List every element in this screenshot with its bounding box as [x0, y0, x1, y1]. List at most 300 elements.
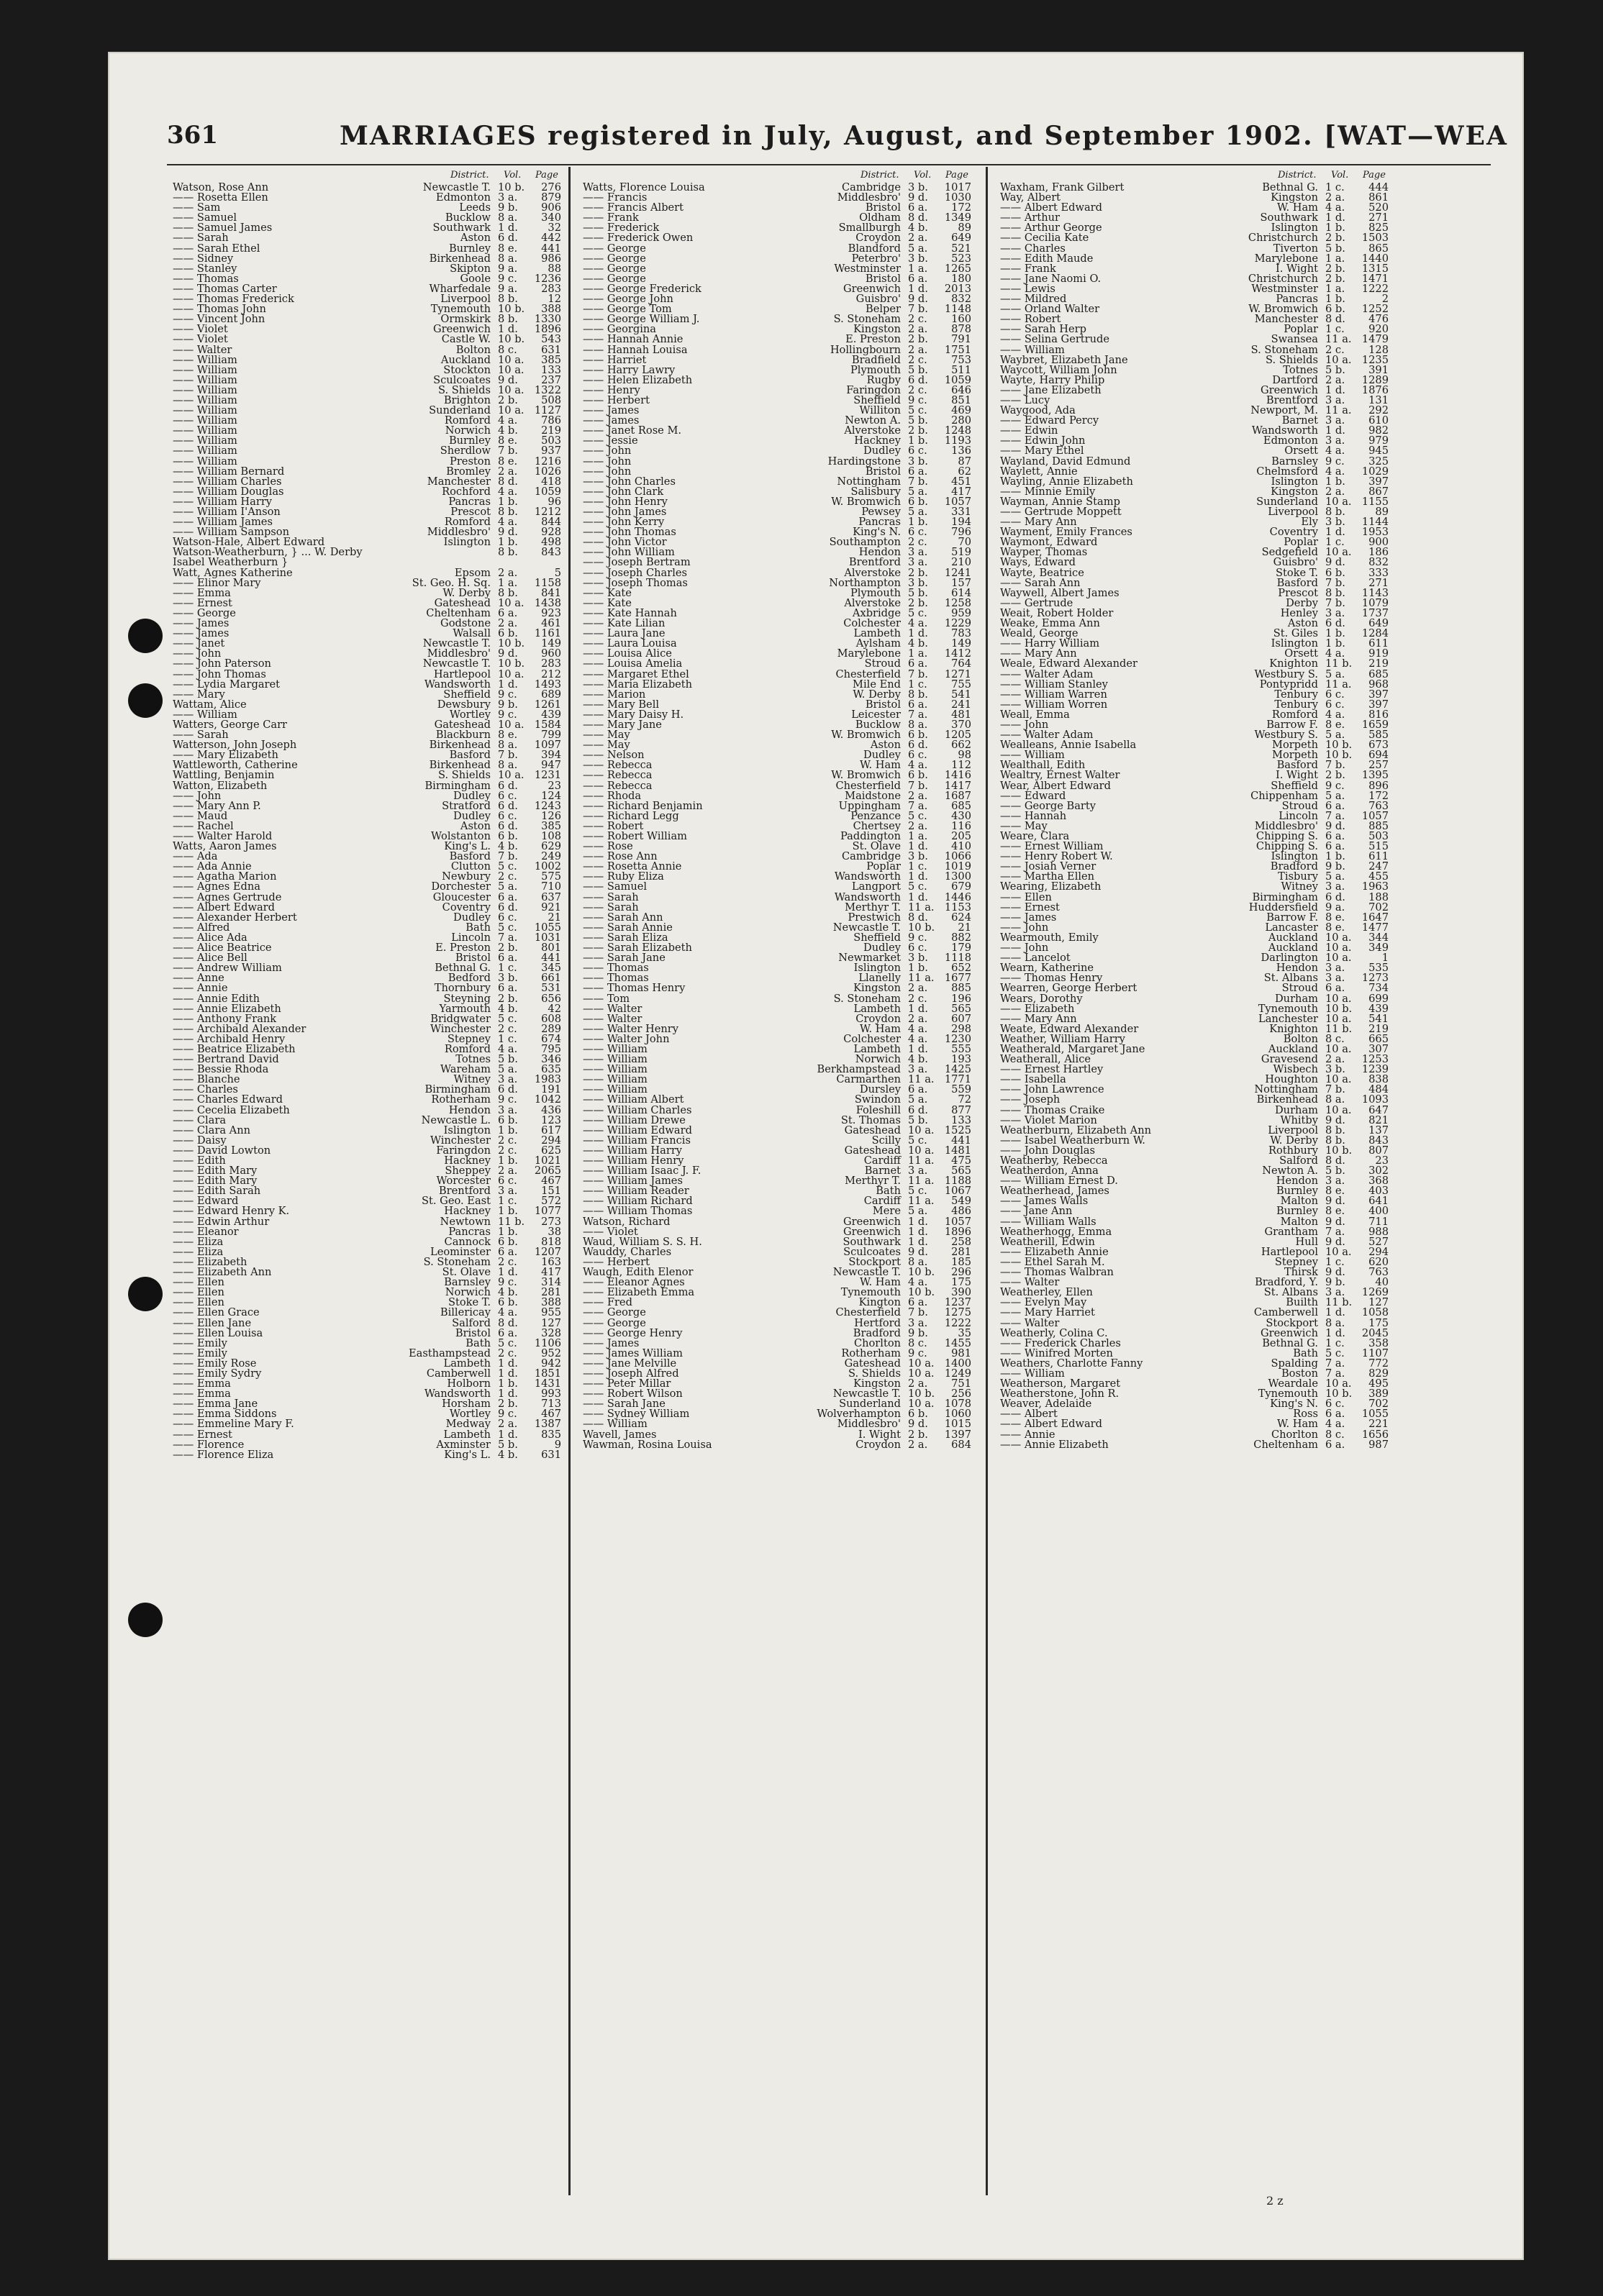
entry-district: Manchester — [427, 476, 491, 487]
register-entry — [1000, 1196, 1389, 1206]
entry-page: 194 — [951, 517, 971, 528]
entry-page: 608 — [541, 1013, 561, 1024]
entry-vol: 1 d. — [498, 324, 518, 335]
entry-name: —— Annie Elizabeth — [173, 1003, 281, 1014]
entry-name: —— George — [583, 263, 646, 274]
entry-vol: 1 d. — [908, 1226, 928, 1237]
entry-district: Bolton — [1283, 1034, 1318, 1044]
entry-district: Dudley — [863, 943, 901, 954]
entry-name: —— Charles — [173, 1085, 238, 1095]
entry-district: Sunderland — [839, 1399, 901, 1410]
entry-page: 656 — [541, 993, 561, 1004]
register-entry — [1000, 436, 1389, 446]
entry-district: Lambeth — [853, 1044, 901, 1055]
entry-name: —— Thomas Carter — [173, 283, 277, 295]
entry-district: Morpeth — [1272, 750, 1318, 761]
entry-vol: 8 e. — [1325, 922, 1345, 933]
register-entry — [1000, 324, 1389, 334]
entry-page: 882 — [951, 932, 971, 944]
register-entry — [583, 913, 971, 923]
entry-vol: 4 a. — [498, 1308, 518, 1318]
entry-name: —— Anne — [173, 973, 224, 984]
entry-district: Liverpool — [1268, 1125, 1318, 1136]
register-entry — [173, 1440, 561, 1450]
entry-page: 391 — [1368, 365, 1389, 375]
register-entry — [583, 1227, 971, 1237]
entry-page: 1077 — [534, 1206, 561, 1217]
entry-vol: 2 c. — [908, 537, 927, 548]
entry-vol: 5 b. — [1325, 365, 1345, 375]
entry-name: Watters, George Carr — [173, 719, 288, 731]
entry-district: Westminster — [834, 263, 901, 274]
entry-district: King's L. — [444, 842, 491, 852]
entry-vol: 6 c. — [498, 811, 517, 821]
entry-district: Builth — [1286, 1298, 1318, 1308]
register-entry — [583, 557, 971, 568]
entry-district: Rugby — [866, 375, 901, 386]
entry-vol: 4 a. — [1325, 203, 1345, 214]
register-entry — [583, 487, 971, 497]
entry-page: 1057 — [944, 1216, 971, 1227]
entry-district: Birmingham — [424, 1085, 491, 1095]
entry-name: Weatherley, Ellen — [1000, 1288, 1093, 1298]
entry-page: 2065 — [534, 1166, 561, 1177]
entry-page: 1066 — [944, 852, 971, 862]
entry-page: 1093 — [1361, 1095, 1389, 1106]
register-entry — [173, 882, 561, 892]
entry-name: Weatherall, Alice — [1000, 1054, 1091, 1065]
register-entry — [583, 264, 971, 274]
entry-district: Northampton — [829, 578, 901, 588]
entry-name: —— May — [583, 740, 630, 751]
entry-page: 786 — [541, 416, 561, 427]
entry-district: W. Ham — [860, 1024, 901, 1034]
entry-district: Romford — [444, 416, 491, 427]
entry-vol: 9 c. — [908, 932, 927, 944]
entry-vol: 11 a. — [1325, 406, 1352, 416]
entry-page: 641 — [1368, 1196, 1389, 1207]
register-entry — [173, 1308, 561, 1318]
entry-district: Chipping S. — [1255, 832, 1318, 842]
entry-page — [530, 557, 561, 568]
entry-page: 646 — [951, 385, 971, 396]
entry-name: —— Orland Walter — [1000, 304, 1100, 315]
entry-page: 1395 — [1361, 770, 1389, 781]
entry-page: 702 — [1368, 902, 1389, 913]
entry-vol: 1 b. — [498, 496, 518, 507]
entry-district: Goole — [460, 273, 491, 284]
entry-vol: 6 a. — [908, 1298, 928, 1308]
entry-district: Cambridge — [841, 183, 901, 193]
entry-name: —— William Warren — [1000, 689, 1107, 700]
entry-name: —— Joseph Charles — [583, 568, 688, 578]
entry-name: —— Mary Ann P. — [173, 801, 261, 811]
register-entry — [1000, 690, 1389, 700]
entry-name: —— Sarah — [583, 902, 639, 913]
entry-district: Scilly — [871, 1135, 901, 1146]
entry-vol: 8 d. — [1325, 1156, 1345, 1167]
register-entry — [583, 953, 971, 963]
register-entry — [583, 680, 971, 690]
entry-page: 1029 — [1361, 466, 1389, 477]
entry-name: —— Robert Wilson — [583, 1389, 683, 1400]
entry-page: 1425 — [944, 1065, 971, 1075]
entry-district: Hackney — [444, 1206, 491, 1217]
entry-vol: 1 c. — [498, 963, 517, 974]
entry-name: —— Albert — [1000, 1409, 1058, 1420]
entry-name: Ways, Edward — [1000, 557, 1076, 568]
entry-vol: 9 c. — [498, 1277, 517, 1288]
entry-district: Stockport — [848, 1257, 901, 1268]
register-entry — [583, 203, 971, 213]
entry-vol: 6 d. — [908, 375, 928, 386]
entry-vol: 10 a. — [908, 1368, 935, 1380]
entry-vol: 10 a. — [1325, 496, 1352, 507]
entry-vol: 3 a. — [1325, 963, 1345, 974]
entry-name: —— Samuel — [583, 882, 648, 893]
entry-district: Southampton — [829, 537, 901, 548]
entry-district: King's L. — [444, 1449, 491, 1460]
entry-district: Kingston — [853, 1379, 901, 1390]
entry-page: 1118 — [944, 953, 971, 964]
register-entry — [173, 700, 561, 710]
entry-vol: 10 b. — [1325, 740, 1353, 751]
entry-district: Pancras — [448, 496, 491, 507]
entry-name: Waybret, Elizabeth Jane — [1000, 355, 1128, 365]
entry-district: Tenbury — [1274, 699, 1318, 710]
register-entry — [1000, 943, 1389, 953]
register-entry — [173, 233, 561, 243]
entry-name: —— Richard Benjamin — [583, 801, 703, 811]
entry-vol: 2 c. — [498, 1145, 517, 1156]
entry-page: 89 — [1375, 507, 1389, 518]
register-entry — [1000, 882, 1389, 892]
entry-name: —— Thomas John — [173, 304, 266, 315]
entry-name: Wayment, Emily Frances — [1000, 527, 1132, 538]
entry-district: S. Stoneham — [833, 314, 901, 325]
entry-name: —— James — [173, 619, 230, 629]
entry-page: 713 — [541, 1399, 561, 1410]
register-entry — [173, 1419, 561, 1429]
register-entry — [173, 396, 561, 406]
register-entry — [583, 943, 971, 953]
register-entry — [1000, 983, 1389, 993]
entry-page: 394 — [541, 750, 561, 761]
register-entry — [583, 396, 971, 406]
entry-name: —— Andrew William — [173, 963, 282, 974]
entry-vol: 1 c. — [498, 1034, 517, 1044]
entry-vol: 10 b. — [498, 639, 525, 650]
entry-district: Rotherham — [431, 1095, 491, 1106]
entry-district: Malton — [1280, 1216, 1318, 1227]
entry-vol: 4 a. — [908, 1024, 928, 1034]
entry-name: Wealleans, Annie Isabella — [1000, 740, 1137, 751]
entry-district: Salford — [1279, 1156, 1318, 1167]
entry-page: 662 — [951, 740, 971, 751]
entry-vol: 8 b. — [908, 689, 928, 700]
register-entry — [583, 1298, 971, 1308]
entry-vol: 2 b. — [1325, 770, 1345, 781]
entry-vol: 8 b. — [1325, 1135, 1345, 1146]
entry-district: Brighton — [443, 395, 491, 406]
entry-page: 1446 — [944, 892, 971, 903]
entry-vol: 1 b. — [908, 963, 928, 974]
entry-vol: 6 a. — [908, 1085, 928, 1095]
entry-name: —— Thomas Henry — [1000, 973, 1103, 984]
register-entry — [1000, 801, 1389, 811]
register-entry — [1000, 406, 1389, 416]
entry-vol: 8 e. — [498, 436, 518, 447]
entry-vol: 7 a. — [908, 709, 928, 720]
entry-name: —— William — [583, 1044, 648, 1055]
entry-district: Orsett — [1284, 649, 1318, 660]
entry-district: Epsom — [454, 568, 491, 578]
register-page — [108, 52, 1524, 2260]
entry-vol: 4 b. — [498, 1003, 518, 1014]
entry-vol: 3 a. — [498, 1105, 518, 1116]
entry-district — [383, 557, 498, 568]
entry-name: —— William Worren — [1000, 699, 1108, 710]
entry-vol: 3 b. — [908, 578, 928, 588]
register-entry — [1000, 1318, 1389, 1329]
entry-page: 5 — [554, 568, 561, 578]
entry-vol: 6 b. — [498, 832, 518, 842]
entry-page: 1230 — [944, 1034, 971, 1044]
register-entry — [583, 183, 971, 193]
entry-page: 521 — [951, 243, 971, 254]
register-entry — [1000, 244, 1389, 254]
register-entry — [1000, 740, 1389, 750]
entry-vol: 10 a. — [498, 406, 525, 416]
register-entry — [583, 1217, 971, 1227]
entry-district: Cheltenham — [1253, 1439, 1318, 1450]
entry-page: 418 — [541, 476, 561, 487]
entry-district: Manchester — [1254, 314, 1318, 325]
register-entry — [1000, 426, 1389, 436]
entry-page: 1851 — [534, 1368, 561, 1380]
register-entry — [583, 670, 971, 680]
entry-page: 1677 — [944, 973, 971, 984]
register-entry — [583, 386, 971, 396]
entry-name: Weatherhogg, Emma — [1000, 1226, 1112, 1237]
entry-page: 637 — [541, 892, 561, 903]
register-entry — [173, 872, 561, 882]
entry-name: —— Sydney William — [583, 1409, 690, 1420]
entry-page: 541 — [951, 689, 971, 700]
register-entry — [1000, 852, 1389, 862]
entry-page: 149 — [541, 639, 561, 650]
entry-district: Kington — [858, 1298, 901, 1308]
entry-district: Westminster — [1251, 283, 1318, 295]
entry-page: 23 — [548, 780, 561, 791]
entry-name: —— Louisa Amelia — [583, 659, 683, 670]
register-entry — [1000, 568, 1389, 578]
entry-district: Axbridge — [852, 608, 901, 619]
entry-page: 1289 — [1361, 375, 1389, 386]
entry-page: 1235 — [1361, 355, 1389, 365]
entry-district: Sheffield — [853, 932, 901, 944]
entry-name: —— Emily Sydry — [173, 1368, 262, 1380]
entry-district: Dudley — [863, 446, 901, 457]
entry-page: 1236 — [534, 273, 561, 284]
register-entry — [1000, 670, 1389, 680]
entry-vol: 2 a. — [908, 1439, 928, 1450]
entry-name: —— Rose — [583, 842, 633, 852]
entry-name: —— Ernest — [173, 1429, 232, 1440]
entry-name: —— Archibald Alexander — [173, 1024, 306, 1034]
register-entry — [1000, 720, 1389, 730]
entry-vol: 4 a. — [1325, 446, 1345, 457]
entry-district: Lambeth — [443, 1429, 491, 1440]
register-entry — [1000, 1054, 1389, 1065]
entry-district: Romford — [1271, 709, 1318, 720]
entry-name: —— Ernest — [173, 598, 232, 609]
entry-name: —— John — [583, 446, 632, 457]
entry-name: —— Selina Gertrude — [1000, 334, 1110, 345]
entry-page: 1188 — [944, 1176, 971, 1187]
entry-name: —— Walter — [1000, 1277, 1060, 1288]
entry-page: 1481 — [944, 1145, 971, 1156]
entry-vol: 10 a. — [1325, 943, 1352, 954]
entry-district: Carmarthen — [836, 1075, 901, 1085]
register-entry — [1000, 842, 1389, 852]
entry-district: Tisbury — [1278, 872, 1318, 883]
entry-district: Islington — [443, 1125, 491, 1136]
entry-name: Weatherill, Edwin — [1000, 1236, 1095, 1247]
entry-name: —— William — [583, 1065, 648, 1075]
entry-vol: 1 d. — [498, 1429, 518, 1440]
entry-page: 511 — [951, 365, 971, 375]
entry-district: Barnsley — [444, 1277, 491, 1288]
entry-page: 1751 — [944, 345, 971, 355]
entry-district: Thornbury — [434, 983, 491, 994]
entry-vol: 9 d. — [908, 1247, 928, 1257]
entry-vol: 4 a. — [908, 1034, 928, 1044]
entry-page: 476 — [1368, 314, 1389, 325]
entry-vol: 2 b. — [908, 334, 928, 345]
register-entry — [583, 1318, 971, 1329]
register-entry — [173, 1206, 561, 1216]
entry-vol: 9 a. — [498, 263, 518, 274]
entry-name: —— Laura Jane — [583, 629, 666, 639]
entry-page: 193 — [951, 1054, 971, 1065]
entry-name: —— Gertrude — [1000, 598, 1073, 609]
entry-page: 40 — [1375, 1277, 1389, 1288]
entry-page: 631 — [541, 1449, 561, 1460]
register-entry — [1000, 1329, 1389, 1339]
entry-page: 1144 — [1361, 517, 1389, 528]
entry-page: 665 — [1368, 1034, 1389, 1044]
register-entry — [1000, 1308, 1389, 1318]
register-entry — [583, 973, 971, 983]
entry-page: 1002 — [534, 862, 561, 873]
entry-page: 1265 — [944, 263, 971, 274]
entry-vol: 1 c. — [1325, 1257, 1345, 1268]
entry-district: Pancras — [1276, 294, 1318, 305]
entry-district: Leominster — [430, 1247, 491, 1257]
register-entry — [173, 1359, 561, 1369]
entry-page: 436 — [541, 1105, 561, 1116]
register-entry — [583, 1267, 971, 1277]
entry-name: —— William Bernard — [173, 466, 285, 477]
entry-district: Wandsworth — [424, 679, 491, 690]
entry-vol: 6 d. — [498, 780, 518, 791]
register-entry — [1000, 821, 1389, 832]
entry-name: —— George Frederick — [583, 283, 701, 295]
entry-page: 219 — [541, 426, 561, 437]
entry-district: Greenwich — [843, 1216, 901, 1227]
entry-district: Stratford — [442, 801, 491, 811]
entry-vol: 5 b. — [908, 588, 928, 598]
entry-name: —— Laura Louisa — [583, 639, 677, 650]
register-entry — [173, 1450, 561, 1460]
register-entry — [1000, 903, 1389, 913]
register-entry — [173, 497, 561, 507]
entry-district: Durham — [1274, 1105, 1318, 1116]
entry-vol: 7 a. — [1325, 811, 1345, 821]
entry-name: —— Kate — [583, 588, 632, 598]
entry-vol: 4 a. — [908, 760, 928, 771]
entry-vol: 2 c. — [498, 1348, 517, 1359]
entry-district: Wharfedale — [429, 283, 491, 295]
entry-district: Pewsey — [861, 507, 901, 518]
register-entry — [583, 730, 971, 740]
entry-page: 276 — [541, 183, 561, 193]
register-entry — [583, 446, 971, 456]
entry-vol: 10 a. — [1325, 1379, 1352, 1390]
register-entry — [583, 1329, 971, 1339]
entry-name: —— William Edward — [583, 1125, 692, 1136]
entry-page: 188 — [1368, 892, 1389, 903]
entry-name: —— Annie — [1000, 1429, 1055, 1440]
entry-name: Watt, Agnes Katherine — [173, 568, 293, 578]
entry-vol: 1 a. — [908, 832, 928, 842]
entry-vol: 1 d. — [1325, 385, 1345, 396]
register-entry — [1000, 659, 1389, 669]
register-entry — [583, 527, 971, 537]
entry-district: Hendon — [858, 547, 901, 558]
entry-page: 1455 — [944, 1338, 971, 1349]
entry-vol: 6 a. — [1325, 832, 1345, 842]
entry-district: Islington — [1271, 852, 1318, 862]
register-entry — [1000, 730, 1389, 740]
entry-district: Guisbro' — [855, 294, 901, 305]
entry-page: 1261 — [534, 699, 561, 710]
entry-name: —— Jane Elizabeth — [1000, 385, 1102, 396]
entry-name: —— William — [1000, 345, 1065, 355]
entry-district: Ross — [1293, 1409, 1318, 1420]
register-entry — [173, 487, 561, 497]
entry-vol: 10 a. — [1325, 547, 1352, 558]
register-entry — [173, 578, 561, 588]
entry-district: Marylebone — [1254, 253, 1318, 264]
entry-name: —— Samuel James — [173, 223, 273, 234]
entry-vol: 10 b. — [498, 334, 525, 345]
entry-vol: 5 c. — [908, 882, 927, 893]
entry-district: Newcastle L. — [421, 1115, 491, 1126]
entry-page: 368 — [1368, 1176, 1389, 1187]
entry-district: Wareham — [440, 1065, 491, 1075]
entry-page: 555 — [951, 1044, 971, 1055]
entry-vol: 6 b. — [908, 770, 928, 781]
entry-name: —— Ada — [173, 852, 218, 862]
entry-name: —— Walter Henry — [583, 1024, 679, 1034]
column-divider — [986, 167, 988, 2195]
entry-vol: 10 a. — [1325, 953, 1352, 964]
entry-name: Weate, Edward Alexander — [1000, 1024, 1139, 1034]
entry-name: —— Ruby Eliza — [583, 872, 664, 883]
register-entry — [583, 507, 971, 517]
